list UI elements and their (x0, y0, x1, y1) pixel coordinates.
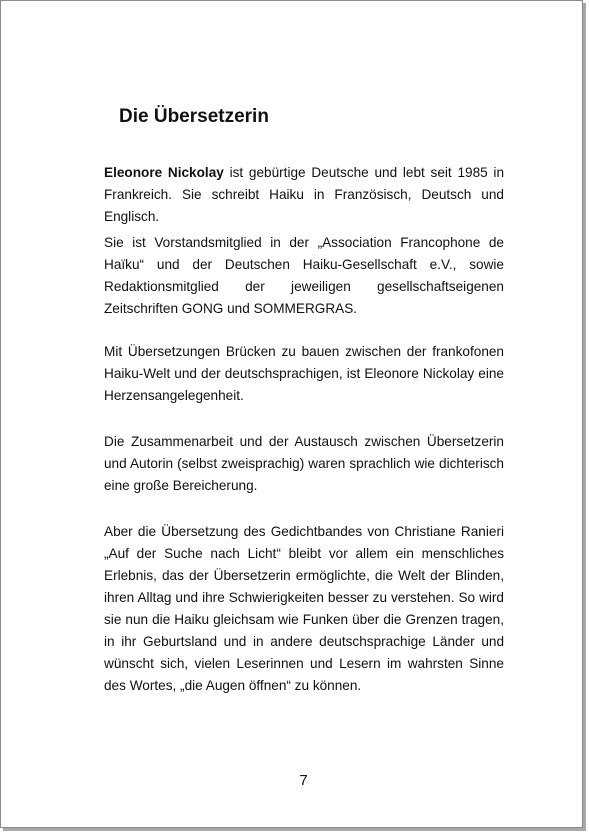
paragraph-bridges-text: Mit Übersetzungen Brücken zu bauen zwischen der frankofonen Haiku-Welt und der deutschsprachigen, ist Eleonore Nickolay eine Herzensangelegenheit. (104, 344, 504, 403)
paragraph-bridges (104, 341, 504, 407)
paragraph-collaboration (104, 431, 504, 497)
translator-name: Eleonore Nickolay (104, 165, 224, 180)
paragraph-biography (104, 162, 504, 228)
paragraph-experience (104, 521, 504, 697)
paragraph-biography-text: ist gebürtige Deutsche und lebt seit 1985 in Frankreich. Sie schreibt Haiku in Französisch, Deutsch und Englisch. (104, 165, 505, 224)
page-title: Die Übersetzerin (119, 106, 269, 127)
paragraph-collaboration-text: Die Zusammenarbeit und der Austausch zwischen Übersetzerin und Autorin (selbst zweisprachig) waren sprachlich wie dichterisch eine große Bereicherung. (104, 434, 504, 493)
paragraph-memberships (104, 232, 504, 320)
paragraph-memberships-text: Sie ist Vorstandsmitglied in der „Association Francophone de Haïku“ und der Deutschen Haiku-Gesellschaft e.V., sowie Redaktionsmitglied der jeweiligen gesellschaftseigenen Zeitschriften GONG und SOMMERGRAS. (104, 235, 504, 316)
paragraph-experience-text: Aber die Übersetzung des Gedichtbandes von Christiane Ranieri „Auf der Suche nach Licht“ bleibt vor allem ein menschliches Erlebnis, das der Übersetzerin ermöglichte, die Welt der Blinden, ihren Alltag und ihre Schwierigkeiten besser zu verstehen. So wird sie nun die Haiku gleichsam wie Funken über die Grenzen tragen, in ihr Geburtsland und in andere deutschsprachige Länder und wünscht sich, vielen Leserinnen und Lesern im wahrsten Sinne des Wortes, „die Augen öffnen“ zu können. (104, 524, 504, 693)
page-number: 7 (299, 772, 308, 789)
